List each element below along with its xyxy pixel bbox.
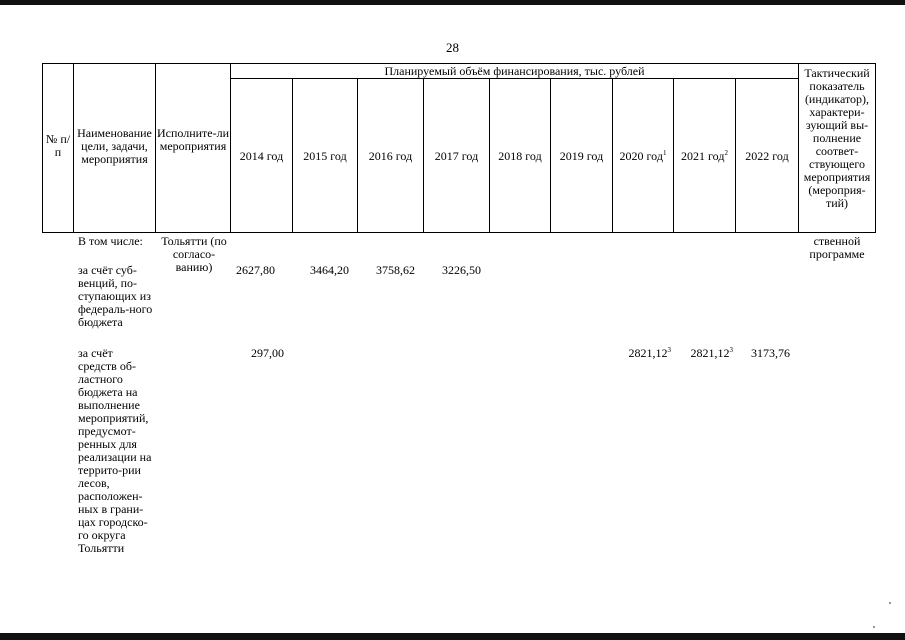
top-scan-border bbox=[0, 0, 905, 5]
header-year-2020: 2020 год$^1$ bbox=[619, 149, 667, 163]
bottom-scan-border bbox=[0, 633, 905, 640]
row-name: за счёт суб-венций, по-ступающих из федераль-ного бюджета bbox=[78, 263, 153, 329]
header-bottom-border bbox=[42, 232, 876, 233]
scan-speck bbox=[873, 626, 875, 628]
col-border bbox=[230, 63, 231, 233]
footnote-mark: 3 bbox=[729, 346, 733, 354]
header-financing-group: Планируемый объём финансирования, тыс. рублей bbox=[384, 64, 645, 78]
footnote-mark: 2 bbox=[724, 149, 728, 157]
value-cell: 2627,80 bbox=[236, 263, 275, 277]
executor-cell: Тольятти (по согласо-ванию) bbox=[161, 234, 227, 274]
header-year-2019: 2019 год bbox=[559, 149, 604, 163]
value-cell: 2821,12$^3$ bbox=[628, 346, 671, 360]
header-year-2014: 2014 год bbox=[239, 149, 284, 163]
value-cell: 3173,76 bbox=[751, 346, 790, 360]
header-year-2015: 2015 год bbox=[303, 149, 347, 163]
col-border bbox=[875, 63, 876, 233]
header-year-2018: 2018 год bbox=[498, 149, 542, 163]
header-year-2022: 2022 год bbox=[745, 149, 789, 163]
value-cell: 3464,20 bbox=[310, 263, 349, 277]
header-col-number: № п/п bbox=[45, 132, 71, 159]
header-year-2017: 2017 год bbox=[434, 149, 479, 163]
row-name: за счёт средств об-ластного бюджета на выполнение мероприятий, предусмот-ренных для реализации на террито-рии лесов, расположен-ных в грани-цах городско-го округа Тольятти bbox=[78, 346, 152, 555]
header-col-indicator: Тактический показатель (индикатор), характери-зующий вы-полнение соответ-ствующего мероприятия (мероприя-тий) bbox=[803, 66, 871, 210]
footnote-mark: 3 bbox=[667, 346, 671, 354]
value-cell: 297,00 bbox=[251, 346, 284, 360]
including-label: В том числе: bbox=[78, 234, 143, 248]
header-year-2016: 2016 год bbox=[368, 149, 413, 163]
indicator-cell: ственной программе bbox=[809, 234, 865, 261]
header-year-2021: 2021 год$^2$ bbox=[681, 149, 728, 163]
scan-speck bbox=[889, 602, 891, 604]
value-cell: 3226,50 bbox=[442, 263, 481, 277]
value-cell: 2821,12$^3$ bbox=[690, 346, 733, 360]
header-col-executor: Исполните-ли мероприятия bbox=[156, 126, 230, 153]
financing-group-divider bbox=[230, 78, 798, 79]
page-number: 28 bbox=[446, 40, 459, 55]
header-col-name: Наименование цели, задачи, мероприятия bbox=[77, 126, 152, 166]
value-cell: 3758,62 bbox=[376, 263, 415, 277]
footnote-mark: 1 bbox=[662, 149, 667, 157]
